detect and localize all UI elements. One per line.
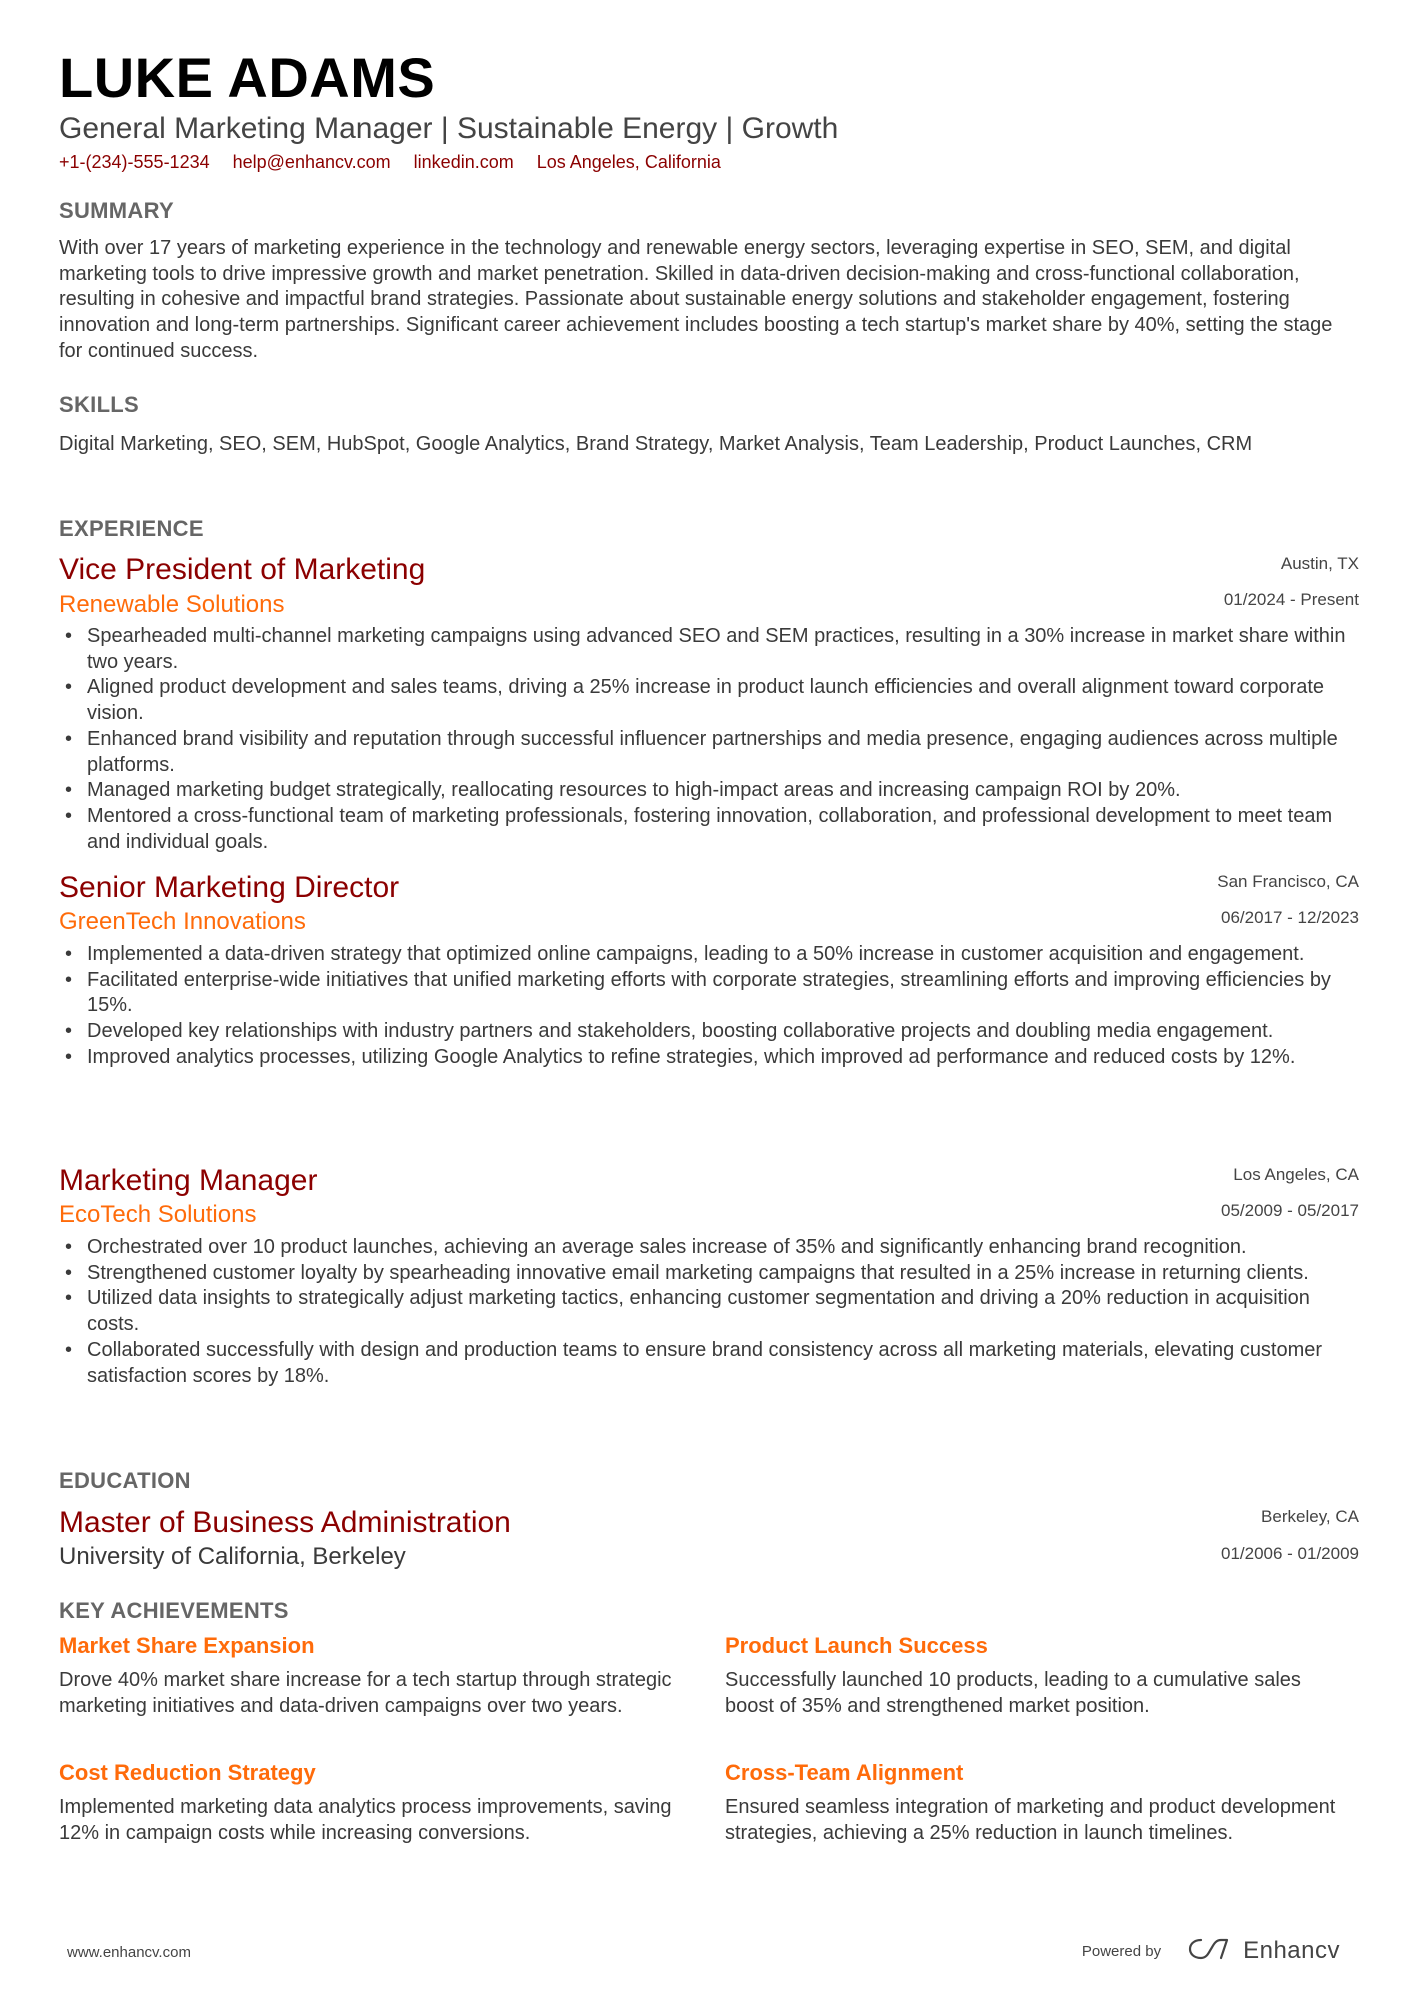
achievements-heading: KEY ACHIEVEMENTS [59,1598,289,1623]
skills-heading: SKILLS [59,392,140,417]
education-location: Berkeley, CA [1261,1507,1359,1526]
experience-heading: EXPERIENCE [59,516,204,541]
job-bullet: • Utilized data insights to strategically adjust marketing tactics, enhancing customer segmentation and driving a 20% reduction in acquisition costs. [87,1286,1359,1337]
achievement-item [59,1759,689,1846]
job-dates: 05/2009 - 05/2017 [1220,1201,1359,1220]
email-link[interactable]: help@enhancv.com [232,152,391,172]
achievement-item [725,1759,1355,1846]
job-company: EcoTech Solutions [59,1201,257,1228]
job-dates: 06/2017 - 12/2023 [1220,908,1359,927]
summary-text: With over 17 years of marketing experience in the technology and renewable energy sectors, leveraging expertise in SEO, SEM, and digital marketing tools to drive impressive growth and market penetration. Skilled in data-driven decision-making and cross-functional collaboration, resulting in cohesive and impactful brand strategies. Passionate about sustainable energy solutions and stakeholder engagement, fostering innovation and long-term partnerships. Significant career achievement includes boosting a tech startup's market share by 40%, setting the stage for continued success. [59,237,1333,362]
phone-link[interactable]: +1-(234)-555-1234 [59,152,210,172]
job-bullets [59,942,1359,1071]
education-dates: 01/2006 - 01/2009 [1220,1544,1359,1563]
footer-website-link[interactable]: www.enhancv.com [67,1944,191,1961]
achievement-desc: Drove 40% market share increase for a tech startup through strategic marketing initiatives and data-driven campaigns over two years. [59,1669,672,1717]
job-bullet: • Collaborated successfully with design and production teams to ensure brand consistency across all marketing materials, elevating customer satisfaction scores by 18%. [87,1338,1359,1389]
linkedin-link[interactable]: linkedin.com [413,152,514,172]
powered-by-label: Powered by [1081,1942,1162,1960]
job-location: San Francisco, CA [1217,872,1359,891]
job-role: Vice President of Marketing [59,553,426,586]
job-bullet: • Strengthened customer loyalty by spearheading innovative email marketing campaigns that resulted in a 25% increase in returning clients. [87,1261,1359,1287]
achievement-title: Cost Reduction Strategy [59,1760,316,1785]
summary-heading: SUMMARY [59,198,174,223]
education-degree: Master of Business Administration [59,1506,511,1539]
candidate-headline: General Marketing Manager | Sustainable Energy | Growth [59,112,839,145]
job-bullet: • Aligned product development and sales teams, driving a 25% increase in product launch efficiencies and overall alignment toward corporate vision. [87,675,1359,726]
achievement-item [59,1632,689,1719]
skills-text: Digital Marketing, SEO, SEM, HubSpot, Google Analytics, Brand Strategy, Market Analysis, Team Leadership, Product Launches, CRM [59,433,1253,455]
achievement-desc: Implemented marketing data analytics process improvements, saving 12% in campaign costs while increasing conversions. [59,1796,672,1844]
job-bullets [59,1235,1359,1389]
job-bullet: • Developed key relationships with industry partners and stakeholders, boosting collaborative projects and doubling media engagement. [87,1019,1359,1045]
achievement-item [725,1632,1355,1719]
achievement-title: Market Share Expansion [59,1633,315,1658]
job-bullet: • Managed marketing budget strategically, reallocating resources to high-impact areas and increasing campaign ROI by 20%. [87,778,1359,804]
job-location: Los Angeles, CA [1233,1165,1359,1184]
job-bullet: • Mentored a cross-functional team of marketing professionals, fostering innovation, collaboration, and professional development to meet team and individual goals. [87,804,1359,855]
achievement-title: Product Launch Success [725,1633,988,1658]
achievement-desc: Successfully launched 10 products, leading to a cumulative sales boost of 35% and strengthened market position. [725,1669,1301,1717]
job-location: Austin, TX [1280,554,1359,573]
job-bullets [59,624,1359,855]
footer-powered-by[interactable] [1082,1936,1340,1966]
job-bullet: • Spearheaded multi-channel marketing campaigns using advanced SEO and SEM practices, resulting in a 30% increase in market share within two years. [87,624,1359,675]
achievement-title: Cross-Team Alignment [725,1760,964,1785]
achievement-desc: Ensured seamless integration of marketing and product development strategies, achieving a 25% reduction in launch timelines. [725,1796,1336,1844]
enhancv-brand-text: Enhancv [1243,1937,1340,1964]
job-bullet: • Improved analytics processes, utilizing Google Analytics to refine strategies, which improved ad performance and reduced costs by 12%. [87,1045,1359,1071]
job-dates: 01/2024 - Present [1223,590,1359,609]
job-bullet: • Enhanced brand visibility and reputation through successful influencer partnerships and media presence, engaging audiences across multiple platforms. [87,727,1359,778]
job-company: Renewable Solutions [59,591,285,618]
candidate-name: LUKE ADAMS [59,46,436,109]
job-bullet: • Orchestrated over 10 product launches, achieving an average sales increase of 35% and significantly enhancing brand recognition. [87,1235,1359,1261]
job-role: Marketing Manager [59,1164,318,1197]
job-role: Senior Marketing Director [59,871,400,904]
contact-line [59,150,739,174]
location-text: Los Angeles, California [536,152,721,172]
job-bullet: • Facilitated enterprise-wide initiatives that unified marketing efforts with corporate strategies, streamlining efforts and improving efficiencies by 15%. [87,968,1359,1019]
job-bullet: • Implemented a data-driven strategy that optimized online campaigns, leading to a 50% increase in customer acquisition and engagement. [87,942,1359,968]
education-school: University of California, Berkeley [59,1543,406,1570]
enhancv-logo-icon [1187,1936,1235,1966]
job-company: GreenTech Innovations [59,908,306,935]
education-heading: EDUCATION [59,1468,191,1493]
